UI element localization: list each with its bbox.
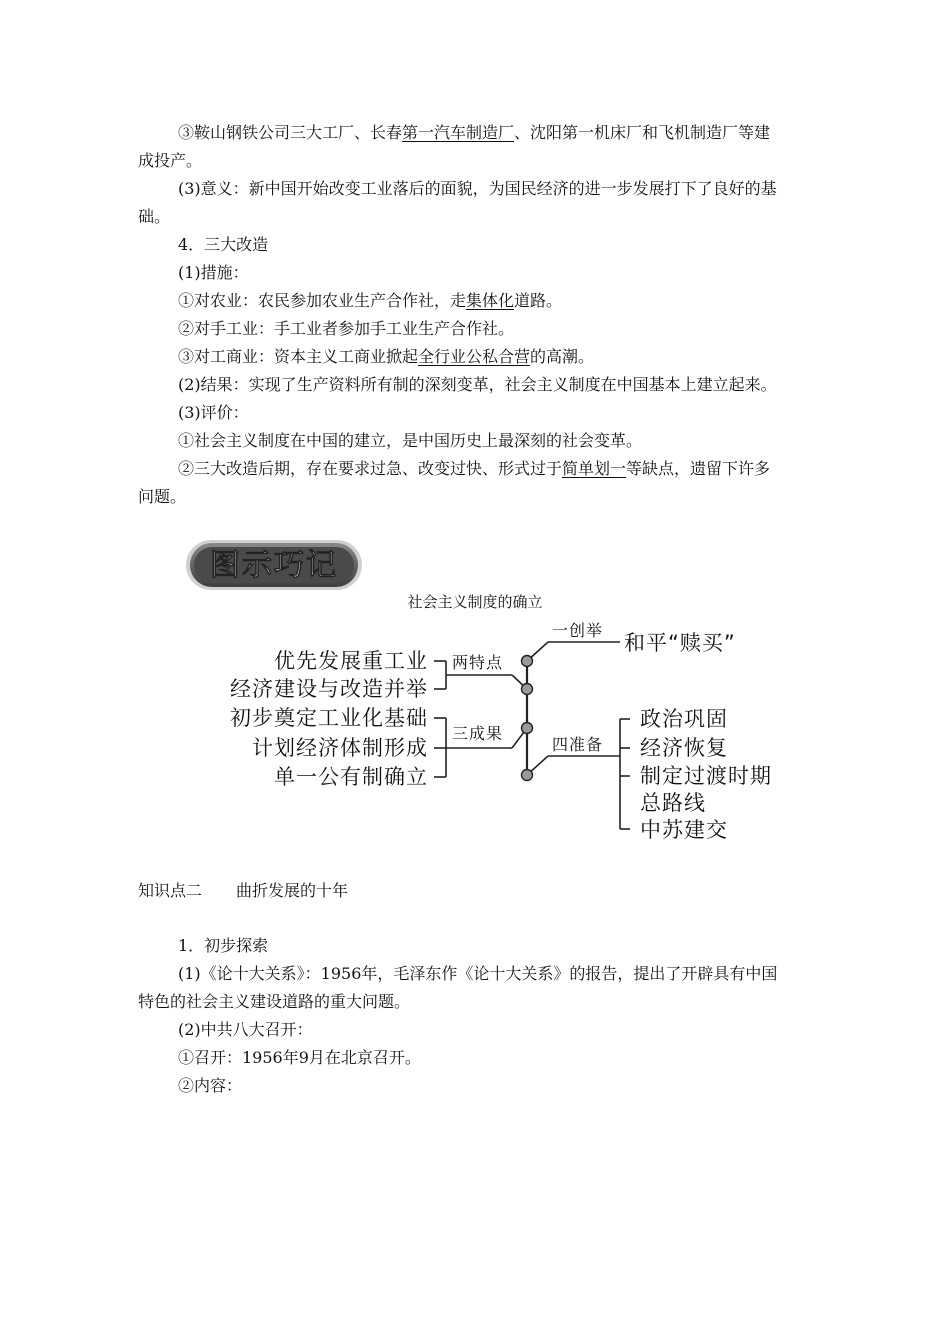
underlined-keyword: 集体化 [466, 291, 515, 310]
paragraph-line: (3)评价： [178, 403, 249, 422]
section-heading: 4．三大改造 [178, 235, 269, 254]
paragraph-line: ②对手工业：手工业者参加手工业生产合作社。 [178, 319, 515, 338]
text-segment: ①对农业：农民参加农业生产合作社，走 [178, 291, 467, 310]
text-segment: ③对工商业：资本主义工商业掀起 [178, 347, 419, 366]
diagram-left-item: 经济建设与改造并举 [230, 677, 428, 701]
underlined-keyword: 简单划一 [562, 459, 627, 478]
paragraph-line: (3)意义：新中国开始改变工业落后的面貌，为国民经济的进一步发展打下了良好的基 [178, 179, 777, 198]
preparation-item: 经济恢复 [640, 736, 728, 760]
diagram-left-item: 单一公有制确立 [274, 765, 428, 789]
text-segment: 等缺点，遗留下许多 [626, 459, 771, 478]
diagram-left-item: 优先发展重工业 [274, 649, 428, 673]
group-label-two-features: 两特点 [452, 653, 504, 672]
diagram-left-item: 计划经济体制形成 [252, 736, 428, 760]
paragraph-line: 特色的社会主义建设道路的重大问题。 [138, 992, 411, 1011]
paragraph-line: ②内容： [178, 1076, 243, 1095]
preparation-item: 政治巩固 [640, 707, 728, 731]
group-label-four-preparations: 四准备 [552, 735, 604, 754]
paragraph-line: 础。 [138, 207, 171, 226]
underlined-keyword: 第一汽车制造厂 [402, 123, 515, 142]
diagram-left-item: 初步奠定工业化基础 [230, 706, 428, 730]
underlined-keyword: 全行业公私合营 [418, 347, 531, 366]
paragraph-line: 成投产。 [138, 151, 203, 170]
paragraph-line: 问题。 [138, 487, 187, 506]
paragraph-line: (2)结果：实现了生产资料所有制的深刻变革，社会主义制度在中国基本上建立起来。 [178, 375, 777, 394]
section-heading [138, 880, 348, 902]
innovation-item: 和平“赎买” [624, 631, 736, 655]
paragraph-line: ①召开：1956年9月在北京召开。 [178, 1048, 421, 1067]
paragraph-line: (1)措施： [178, 263, 249, 282]
preparation-item: 制定过渡时期 [640, 764, 772, 788]
heading-title: 曲折发展的十年 [236, 881, 349, 900]
paragraph-line: (1)《论十大关系》：1956年，毛泽东作《论十大关系》的报告，提出了开辟具有中国 [178, 964, 778, 983]
group-label-three-results: 三成果 [452, 724, 504, 743]
text-segment: 、沈阳第一机床厂和飞机制造厂等建 [514, 123, 771, 142]
heading-label: 知识点二 [138, 881, 203, 900]
preparation-item: 中苏建交 [640, 818, 728, 842]
group-label-one-innovation: 一创举 [552, 621, 604, 640]
preparation-item: 总路线 [640, 791, 706, 815]
text-segment: ②三大改造后期，存在要求过急、改变过快、形式过于 [178, 459, 563, 478]
badge-text: 图示巧记 [210, 548, 338, 583]
text-segment: 道路。 [514, 291, 563, 310]
subsection-heading: 1．初步探索 [178, 936, 269, 955]
paragraph-line: ①社会主义制度在中国的建立，是中国历史上最深刻的社会变革。 [178, 431, 643, 450]
text-segment: 的高潮。 [530, 347, 595, 366]
paragraph-line: (2)中共八大召开： [178, 1020, 313, 1039]
diagram-title: 社会主义制度的确立 [407, 593, 543, 611]
text-segment: ③鞍山钢铁公司三大工厂、长春 [178, 123, 403, 142]
